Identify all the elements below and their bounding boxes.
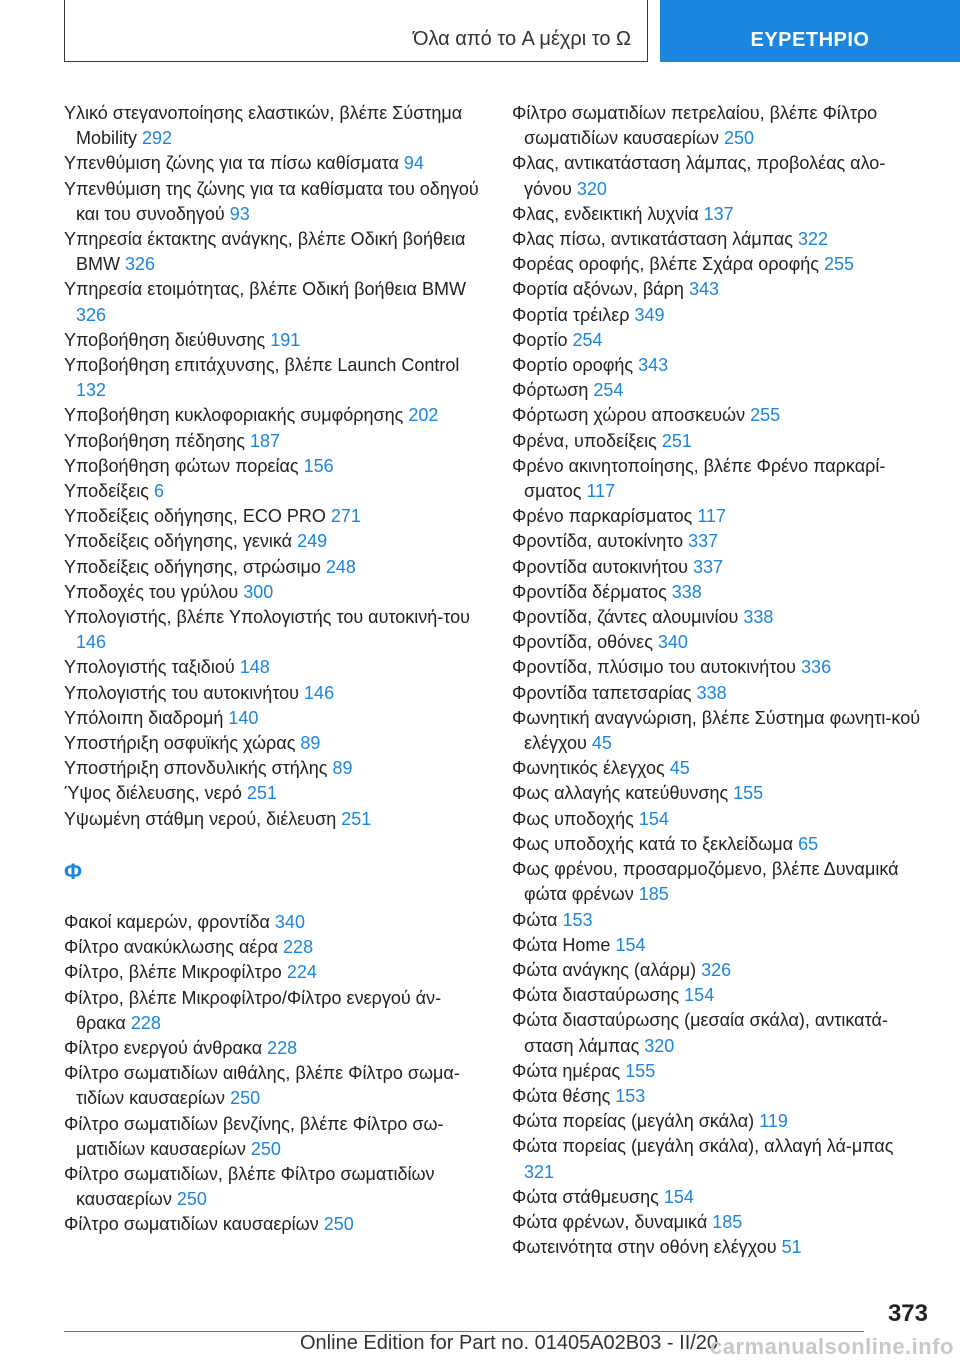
index-entry <box>512 1185 928 1210</box>
index-entry <box>512 1059 928 1084</box>
index-entry-term: Υψωμένη στάθμη νερού, διέλευση <box>64 808 337 829</box>
footer-edition-text: Online Edition for Part no. 01405A02B03 - II/20 <box>300 1332 719 1354</box>
index-entry-term: Υποβοήθηση πέδησης <box>64 430 245 451</box>
index-entry-page-link[interactable]: 154 <box>663 1186 694 1207</box>
index-entry <box>512 454 928 504</box>
index-entry <box>64 1061 484 1111</box>
index-entry-page-link[interactable]: 340 <box>274 911 305 932</box>
index-entry <box>64 935 484 960</box>
index-entry-page-link[interactable]: 349 <box>634 304 665 325</box>
index-entry-page-link[interactable]: 249 <box>297 531 328 552</box>
index-entry-page-link[interactable]: 292 <box>142 128 173 149</box>
index-entry <box>512 403 928 428</box>
index-entry-term: Φίλτρο ενεργού άνθρακα <box>64 1037 263 1058</box>
index-entry-term: Φορέας οροφής, βλέπε Σχάρα οροφής <box>512 254 819 275</box>
index-entry <box>64 403 484 428</box>
tab-a-to-z[interactable]: Όλα από το A μέχρι το Ω <box>64 0 648 62</box>
watermark-logo: carmanualsonline.info <box>710 1334 954 1359</box>
index-entry-term: Φορτία αξόνων, βάρη <box>512 279 684 300</box>
index-entry-term: Φρένα, υποδείξεις <box>512 430 657 451</box>
index-entry-page-link[interactable]: 45 <box>591 733 612 754</box>
index-entry-term: Υποβοήθηση κυκλοφοριακής συμφόρησης <box>64 405 404 426</box>
index-entry <box>64 986 484 1036</box>
index-entry-term: Υποστήριξη οσφυϊκής χώρας <box>64 733 296 754</box>
index-entry <box>512 756 928 781</box>
index-entry-term: Φίλτρο, βλέπε Μικροφίλτρο/Φίλτρο ενεργού άν-θρακα <box>64 987 442 1033</box>
index-entry-page-link[interactable]: 148 <box>239 657 270 678</box>
index-entry-page-link[interactable]: 137 <box>703 203 734 224</box>
index-entry-term: Φίλτρο σωματιδίων καυσαερίων <box>64 1214 319 1235</box>
index-entry-page-link[interactable]: 251 <box>341 808 372 829</box>
index-entry-term: Φώτα πορείας (μεγάλη σκάλα) <box>512 1111 755 1132</box>
index-entry-term: Φωνητική αναγνώριση, βλέπε Σύστημα φωνητι-κού ελέγχου <box>512 707 921 754</box>
index-entry <box>512 1210 928 1235</box>
index-entry-term: Φίλτρο, βλέπε Μικροφίλτρο <box>64 962 282 983</box>
index-entry <box>512 252 928 277</box>
index-entry <box>512 429 928 454</box>
index-entry-term: Υπενθύμιση ζώνης για τα πίσω καθίσματα <box>64 153 399 174</box>
index-entry-page-link[interactable]: 191 <box>270 329 301 350</box>
index-entry <box>512 1109 928 1134</box>
index-entry-term: Φως υποδοχής κατά το ξεκλείδωμα <box>512 833 794 854</box>
index-entry-page-link[interactable]: 89 <box>300 733 321 754</box>
index-entry <box>64 807 484 832</box>
index-entry-term: Φορτίο <box>512 329 568 350</box>
index-entry-page-link[interactable]: 228 <box>283 937 314 958</box>
index-entry-page-link[interactable]: 154 <box>638 808 669 829</box>
header-tabs <box>64 0 960 64</box>
index-entry <box>512 655 928 680</box>
index-entry-page-link[interactable]: 140 <box>228 707 259 728</box>
index-entry <box>512 1134 928 1184</box>
index-entry-term: Φλας, αντικατάσταση λάμπας, προβολέας αλο-γόνου <box>512 153 886 199</box>
index-entry <box>512 504 928 529</box>
index-entry <box>64 353 484 403</box>
index-entry <box>64 504 484 529</box>
index-entry-page-link[interactable]: 224 <box>286 962 317 983</box>
index-entry-page-link[interactable]: 338 <box>696 682 727 703</box>
index-entry-term: Υπολογιστής, βλέπε Υπολογιστής του αυτοκινή-του <box>64 607 471 628</box>
index-entry-page-link[interactable]: 320 <box>644 1035 675 1056</box>
index-entry <box>512 202 928 227</box>
index-entry <box>512 101 928 151</box>
index-entry-page-link[interactable]: 254 <box>593 380 624 401</box>
index-entry <box>512 303 928 328</box>
index-entry-term: Φώτα <box>512 909 558 930</box>
index-entry-term: Φροντίδα ταπετσαρίας <box>512 682 692 703</box>
index-entry-term: Φροντίδα αυτοκινήτου <box>512 556 688 577</box>
index-entry-page-link[interactable]: 326 <box>125 254 156 275</box>
index-entry <box>512 706 928 756</box>
index-entry-term: Φώτα διασταύρωσης <box>512 985 680 1006</box>
index-entry-page-link[interactable]: 336 <box>801 657 832 678</box>
tab-index[interactable]: ΕΥΡΕΤΗΡΙΟ <box>660 0 960 62</box>
index-entry-page-link[interactable]: 326 <box>76 304 107 325</box>
index-entry-page-link[interactable]: 94 <box>403 153 424 174</box>
index-entry <box>512 857 928 907</box>
index-entry-term: Υπηρεσία έκτακτης ανάγκης, βλέπε Οδική βοήθεια BMW <box>64 229 466 275</box>
index-entry-term: Υπολογιστής ταξιδιού <box>64 657 235 678</box>
index-entry-page-link[interactable]: 250 <box>724 128 755 149</box>
index-entry <box>64 101 484 151</box>
index-entry <box>64 429 484 454</box>
index-entry-page-link[interactable]: 146 <box>304 682 335 703</box>
index-entry-page-link[interactable]: 250 <box>323 1214 354 1235</box>
index-entry <box>512 630 928 655</box>
index-entry-term: Φίλτρο σωματιδίων αιθάλης, βλέπε Φίλτρο σωμα-τιδίων καυσαερίων <box>64 1063 460 1109</box>
index-entry-term: Υπόλοιπη διαδρομή <box>64 707 224 728</box>
index-entry-term: Φώτα πορείας (μεγάλη σκάλα), αλλαγή λά-μπας <box>512 1136 894 1157</box>
index-entry-term: Φως αλλαγής κατεύθυνσης <box>512 783 729 804</box>
index-entry <box>512 328 928 353</box>
index-entry-page-link[interactable]: 156 <box>303 455 334 476</box>
index-entry-term: Φροντίδα, ζάντες αλουμινίου <box>512 607 739 628</box>
index-entry <box>64 756 484 781</box>
index-entry-page-link[interactable]: 250 <box>250 1138 281 1159</box>
index-entry-page-link[interactable]: 6 <box>154 481 165 502</box>
index-entry-page-link[interactable]: 322 <box>797 229 829 250</box>
index-entry-page-link[interactable]: 326 <box>701 959 732 980</box>
index-entry <box>64 681 484 706</box>
index-entry-term: Υπηρεσία ετοιμότητας, βλέπε Οδική βοήθεια BMW <box>64 279 466 300</box>
index-entry <box>64 1036 484 1061</box>
index-entry-page-link[interactable]: 337 <box>688 531 719 552</box>
page-number: 373 <box>887 1300 928 1327</box>
index-entry-page-link[interactable]: 155 <box>625 1060 656 1081</box>
index-entry-page-link[interactable]: 51 <box>781 1237 802 1258</box>
index-entry-term: Υποδείξεις οδήγησης, ECO PRO <box>64 506 326 527</box>
section-letter-heading: Φ <box>64 858 83 884</box>
index-entry-term: Υποβοήθηση διεύθυνσης <box>64 329 266 350</box>
index-entry-page-link[interactable]: 185 <box>712 1211 743 1232</box>
index-entry-term: Φωνητικός έλεγχος <box>512 758 665 779</box>
index-entry-page-link[interactable]: 250 <box>176 1189 207 1210</box>
index-entry <box>64 177 484 227</box>
index-entry-page-link[interactable]: 93 <box>229 203 250 224</box>
index-entry <box>512 908 928 933</box>
index-entry <box>64 605 484 655</box>
index-entry-term: Φώτα ανάγκης (αλάρμ) <box>512 959 697 980</box>
index-entry-page-link[interactable]: 228 <box>267 1037 298 1058</box>
index-entry-page-link[interactable]: 254 <box>572 329 603 350</box>
index-entry-term: Φροντίδα, πλύσιμο του αυτοκινήτου <box>512 657 797 678</box>
index-entry-page-link[interactable]: 255 <box>750 405 781 426</box>
index-entry-page-link[interactable]: 89 <box>332 758 353 779</box>
index-entry <box>64 655 484 680</box>
index-entry <box>512 807 928 832</box>
index-entry-term: Υποβοήθηση επιτάχυνσης, βλέπε Launch Control <box>64 355 460 376</box>
index-entry-page-link[interactable]: 187 <box>249 430 281 451</box>
index-entry-term: Φρένο ακινητοποίησης, βλέπε Φρένο παρκαρί-σματος <box>512 455 886 502</box>
index-entry-page-link[interactable]: 271 <box>330 506 361 527</box>
index-entry <box>64 479 484 504</box>
index-entry-term: Φροντίδα, οθόνες <box>512 632 653 653</box>
index-entry-page-link[interactable]: 248 <box>325 556 356 577</box>
index-entry-term: Φίλτρο σωματιδίων, βλέπε Φίλτρο σωματιδίων καυσαερίων <box>64 1163 435 1210</box>
index-entry-term: Φλας, ενδεικτική λυχνία <box>512 203 699 224</box>
index-entry <box>512 605 928 630</box>
index-entry-page-link[interactable]: 119 <box>759 1111 788 1132</box>
index-entry <box>512 151 928 201</box>
index-entry-term: Φακοί καμερών, φροντίδα <box>64 911 270 932</box>
index-entry-page-link[interactable]: 228 <box>130 1012 161 1033</box>
index-entry-term: Υποστήριξη σπονδυλικής στήλης <box>64 758 328 779</box>
index-entry <box>64 781 484 806</box>
index-entry-page-link[interactable]: 251 <box>661 430 692 451</box>
index-entry <box>512 555 928 580</box>
index-entry-term: Φροντίδα, αυτοκίνητο <box>512 531 684 552</box>
index-list-upsilon <box>64 101 484 832</box>
index-entry <box>512 353 928 378</box>
index-entry <box>512 958 928 983</box>
index-entry <box>512 832 928 857</box>
index-entry <box>64 227 484 277</box>
index-entry-term: Φίλτρο σωματιδίων πετρελαίου, βλέπε Φίλτρο σωματιδίων καυσαερίων <box>512 103 878 149</box>
index-entry-page-link[interactable]: 250 <box>230 1088 261 1109</box>
index-entry-term: Ύψος διέλευσης, νερό <box>64 783 242 804</box>
index-entry-term: Υποδείξεις <box>64 481 149 502</box>
index-entry-page-link[interactable]: 202 <box>408 405 439 426</box>
index-entry <box>512 983 928 1008</box>
index-entry-term: Φως υποδοχής <box>512 808 634 829</box>
index-entry <box>64 454 484 479</box>
index-list-phi-continued <box>512 101 928 1260</box>
index-list-phi <box>64 910 484 1238</box>
index-entry <box>64 910 484 935</box>
index-entry <box>64 328 484 353</box>
index-entry-page-link[interactable]: 255 <box>823 254 854 275</box>
index-entry-term: Φίλτρο σωματιδίων βενζίνης, βλέπε Φίλτρο σω-ματιδίων καυσαερίων <box>64 1113 444 1159</box>
index-entry <box>512 529 928 554</box>
index-entry <box>64 555 484 580</box>
index-entry <box>64 1212 484 1237</box>
index-entry-term: Υπενθύμιση της ζώνης για τα καθίσματα του οδηγού και του συνοδηγού <box>64 178 479 224</box>
index-entry <box>64 1112 484 1162</box>
index-entry <box>512 1235 928 1260</box>
index-entry-page-link[interactable]: 337 <box>693 556 724 577</box>
index-entry-term: Φόρτωση χώρου αποσκευών <box>512 405 746 426</box>
index-entry-term: Υποδείξεις οδήγησης, γενικά <box>64 531 293 552</box>
index-entry <box>512 681 928 706</box>
index-entry-term: Φώτα Home <box>512 934 611 955</box>
index-entry-term: Φόρτωση <box>512 380 589 401</box>
index-entry-term: Φώτα φρένων, δυναμικά <box>512 1211 708 1232</box>
index-column-right <box>512 101 928 1260</box>
index-entry-page-link[interactable]: 117 <box>586 481 616 502</box>
index-entry-page-link[interactable]: 154 <box>684 985 715 1006</box>
index-entry-term: Φλας πίσω, αντικατάσταση λάμπας <box>512 229 793 250</box>
index-entry-term: Φώτα ημέρας <box>512 1060 621 1081</box>
index-entry <box>512 277 928 302</box>
index-entry-term: Υπολογιστής του αυτοκινήτου <box>64 682 300 703</box>
index-entry <box>64 731 484 756</box>
index-entry-page-link[interactable]: 338 <box>671 581 702 602</box>
index-entry <box>64 529 484 554</box>
index-entry-term: Φροντίδα δέρματος <box>512 581 667 602</box>
index-entry <box>64 580 484 605</box>
index-entry-term: Φορτίο οροφής <box>512 355 634 376</box>
index-entry-page-link[interactable]: 153 <box>615 1085 646 1106</box>
index-entry-term: Φρένο παρκαρίσματος <box>512 506 693 527</box>
index-entry <box>64 151 484 176</box>
index-entry-term: Φίλτρο ανακύκλωσης αέρα <box>64 937 279 958</box>
index-entry-page-link[interactable]: 117 <box>697 506 727 527</box>
index-entry-page-link[interactable]: 320 <box>576 178 607 199</box>
index-entry-page-link[interactable]: 251 <box>246 783 277 804</box>
index-entry-term: Φως φρένου, προσαρμοζόμενο, βλέπε Δυναμικά φώτα φρένων <box>512 859 899 905</box>
index-entry-page-link[interactable]: 154 <box>615 934 646 955</box>
index-entry-term: Φώτα στάθμευσης <box>512 1186 659 1207</box>
index-entry <box>64 1162 484 1212</box>
index-entry <box>512 580 928 605</box>
index-entry-page-link[interactable]: 65 <box>798 833 819 854</box>
index-entry-page-link[interactable]: 321 <box>524 1161 555 1182</box>
index-entry-term: Υλικό στεγανοποίησης ελαστικών, βλέπε Σύστημα Mobility <box>64 103 463 149</box>
index-entry <box>512 378 928 403</box>
index-entry-page-link[interactable]: 155 <box>733 783 764 804</box>
index-entry-page-link[interactable]: 146 <box>76 632 107 653</box>
index-entry <box>512 781 928 806</box>
index-entry-page-link[interactable]: 185 <box>638 884 669 905</box>
index-column-left <box>64 101 484 1238</box>
index-entry-page-link[interactable]: 340 <box>657 632 688 653</box>
index-entry-term: Φώτα θέσης <box>512 1085 611 1106</box>
index-entry <box>64 277 484 327</box>
index-entry-page-link[interactable]: 300 <box>243 581 274 602</box>
index-entry <box>512 227 928 252</box>
index-entry-term: Υποδείξεις οδήγησης, στρώσιμο <box>64 556 321 577</box>
index-entry <box>512 1084 928 1109</box>
index-entry-term: Υποβοήθηση φώτων πορείας <box>64 455 299 476</box>
index-entry-term: Υποδοχές του γρύλου <box>64 581 239 602</box>
index-entry-page-link[interactable]: 343 <box>638 355 669 376</box>
index-entry-term: Φορτία τρέιλερ <box>512 304 630 325</box>
index-entry-page-link[interactable]: 45 <box>669 758 690 779</box>
index-entry <box>512 933 928 958</box>
index-entry <box>64 706 484 731</box>
index-entry-page-link[interactable]: 343 <box>688 279 719 300</box>
index-entry-page-link[interactable]: 132 <box>76 380 107 401</box>
index-entry-term: Φωτεινότητα στην οθόνη ελέγχου <box>512 1237 777 1258</box>
index-entry-term: Φώτα διασταύρωσης (μεσαία σκάλα), αντικατά-σταση λάμπας <box>512 1010 888 1056</box>
index-entry-page-link[interactable]: 153 <box>562 909 593 930</box>
index-entry-page-link[interactable]: 338 <box>743 607 774 628</box>
index-entry <box>64 960 484 985</box>
index-entry <box>512 1008 928 1058</box>
